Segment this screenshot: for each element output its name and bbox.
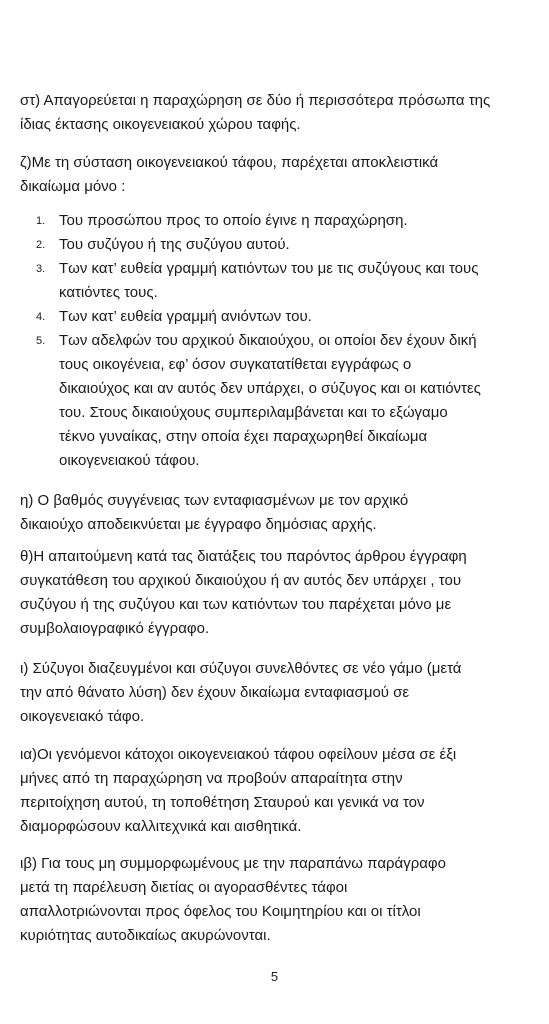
list-item-text: κατιόντες τους. xyxy=(59,284,158,301)
list-item-text: Των αδελφών του αρχικού δικαιούχου, οι οποίοι δεν έχουν δική xyxy=(59,332,477,349)
list-item-text: δικαιούχος και αν αυτός δεν υπάρχει, ο σύζυγος και οι κατιόντες xyxy=(59,380,481,397)
paragraph-line: στ) Απαγορεύεται η παραχώρηση σε δύο ή περισσότερα πρόσωπα της xyxy=(20,92,491,109)
paragraph-line: θ)Η απαιτούμενη κατά τας διατάξεις του παρόντος άρθρου έγγραφη xyxy=(20,548,467,565)
list-item-text: τους οικογένεια, εφ’ όσον συγκατατίθεται εγγράφως ο xyxy=(59,356,412,373)
paragraph-line: απαλλοτριώνονται προς όφελος του Κοιμητηρίου και οι τίτλοι xyxy=(20,903,421,920)
list-item-text: του. Στους δικαιούχους συμπεριλαμβάνεται και το εξώγαμο xyxy=(59,404,448,421)
paragraph-ia xyxy=(20,743,535,839)
list-item-text: Των κατ’ ευθεία γραμμή κατιόντων του με τις συζύγους και τους xyxy=(59,260,479,277)
list-number: 2. xyxy=(36,239,46,251)
paragraph-line: συγκατάθεση του αρχικού δικαιούχου ή αν αυτός δεν υπάρχει , του xyxy=(20,572,462,589)
paragraph-i xyxy=(20,489,535,537)
paragraph-line: μήνες από τη παραχώρηση να προβούν απαραίτητα στην xyxy=(20,770,403,787)
paragraph-st xyxy=(20,89,535,137)
paragraph-ib xyxy=(20,852,535,948)
page-number: 5 xyxy=(270,969,279,984)
paragraph-line: ιβ) Για τους μη συμμορφωμένους με την παραπάνω παράγραφο xyxy=(20,855,446,872)
list-number: 4. xyxy=(36,311,46,323)
paragraph-line: ια)Οι γενόμενοι κάτοχοι οικογενειακού τάφου οφείλουν μέσα σε έξι xyxy=(20,746,457,763)
paragraph-line: συμβολαιογραφικό έγγραφο. xyxy=(20,620,210,637)
paragraph-line: οικογενειακό τάφο. xyxy=(20,708,145,725)
beneficiaries-list xyxy=(0,209,549,473)
paragraph-line: μετά τη παρέλευση διετίας οι αγορασθέντες τάφοι xyxy=(20,879,348,896)
list-number: 5. xyxy=(36,335,46,347)
list-item xyxy=(0,257,519,305)
list-number: 1. xyxy=(36,215,46,227)
list-item xyxy=(0,209,519,233)
list-item xyxy=(0,233,519,257)
paragraph-line: δικαίωμα μόνο : xyxy=(20,178,126,195)
paragraph-line: συζύγου ή της συζύγου και των κατιόντων του παρέχεται μόνο με xyxy=(20,596,452,613)
paragraph-z xyxy=(20,151,535,199)
paragraph-line: διαμορφώσουν καλλιτεχνικά και αισθητικά. xyxy=(20,818,302,835)
paragraph-line: κυριότητας αυτοδικαίως ακυρώνονται. xyxy=(20,927,271,944)
list-item xyxy=(0,305,519,329)
paragraph-line: ίδιας έκτασης οικογενειακού χώρου ταφής. xyxy=(20,116,301,133)
list-item-text: τέκνο γυναίκας, στην οποία έχει παραχωρηθεί δικαίωμα xyxy=(59,428,428,445)
list-item-text: οικογενειακού τάφου. xyxy=(59,452,200,469)
paragraph-line: η) Ο βαθμός συγγένειας των ενταφιασμένων με τον αρχικό xyxy=(20,492,409,509)
paragraph-line: ζ)Με τη σύσταση οικογενειακού τάφου, παρέχεται αποκλειστικά xyxy=(20,154,439,171)
list-item xyxy=(0,329,519,473)
paragraph-line: δικαιούχο αποδεικνύεται με έγγραφο δημόσιας αρχής. xyxy=(20,516,377,533)
paragraph-iota xyxy=(20,657,535,729)
list-number: 3. xyxy=(36,263,46,275)
list-item-text: Του συζύγου ή της συζύγου αυτού. xyxy=(59,236,290,253)
list-item-text: Των κατ’ ευθεία γραμμή ανιόντων του. xyxy=(59,308,312,325)
paragraph-th xyxy=(20,545,535,641)
paragraph-line: ι) Σύζυγοι διαζευγμένοι και σύζυγοι συνελθόντες σε νέο γάμο (μετά xyxy=(20,660,462,677)
paragraph-line: περιτοίχηση αυτού, τη τοποθέτηση Σταυρού και γενικά να τον xyxy=(20,794,425,811)
paragraph-line: την από θάνατο λύση) δεν έχουν δικαίωμα ενταφιασμού σε xyxy=(20,684,410,701)
list-item-text: Του προσώπου προς το οποίο έγινε η παραχώρηση. xyxy=(59,212,408,229)
